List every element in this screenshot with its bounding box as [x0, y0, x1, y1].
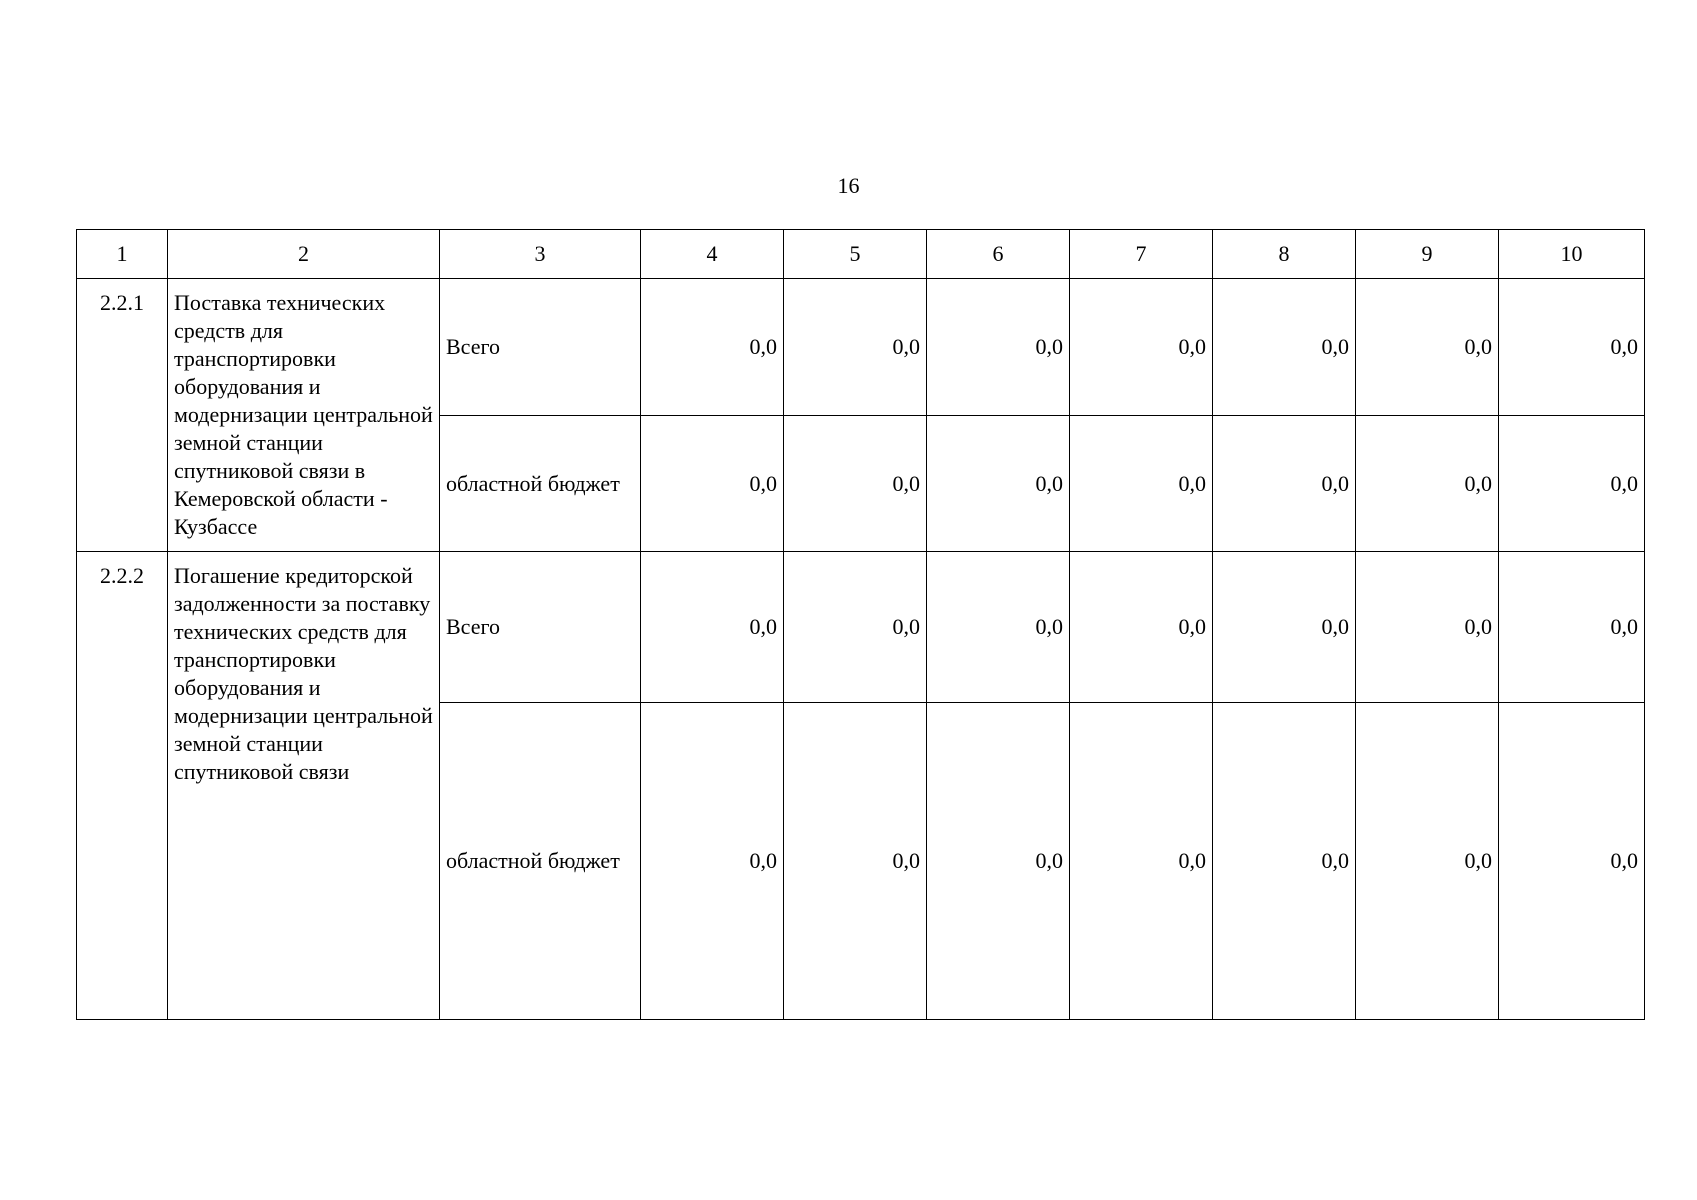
value-cell: 0,0: [927, 703, 1070, 1020]
value-cell: 0,0: [641, 552, 784, 703]
funding-source: областной бюджет: [440, 416, 641, 552]
value-cell: 0,0: [641, 416, 784, 552]
funding-source: Всего: [440, 279, 641, 416]
table-header-row: [77, 230, 1645, 279]
value-cell: 0,0: [1213, 703, 1356, 1020]
column-header: 9: [1356, 230, 1499, 279]
column-header: 3: [440, 230, 641, 279]
value-cell: 0,0: [1499, 416, 1645, 552]
column-header: 8: [1213, 230, 1356, 279]
value-cell: 0,0: [1499, 703, 1645, 1020]
value-cell: 0,0: [1070, 703, 1213, 1020]
item-name: Погашение кредиторской задолженности за поставку технических средств для транспортировки оборудования и модернизации центральной земной станции спутниковой связи: [168, 552, 440, 1020]
value-cell: 0,0: [1070, 552, 1213, 703]
value-cell: 0,0: [1356, 416, 1499, 552]
column-header: 5: [784, 230, 927, 279]
value-cell: 0,0: [1356, 703, 1499, 1020]
budget-table: [76, 229, 1645, 1020]
table-row: [77, 279, 1645, 416]
value-cell: 0,0: [927, 552, 1070, 703]
value-cell: 0,0: [1213, 279, 1356, 416]
value-cell: 0,0: [784, 703, 927, 1020]
column-header: 2: [168, 230, 440, 279]
column-header: 4: [641, 230, 784, 279]
column-header: 1: [77, 230, 168, 279]
value-cell: 0,0: [641, 703, 784, 1020]
funding-source: Всего: [440, 552, 641, 703]
table-row: [77, 552, 1645, 703]
value-cell: 0,0: [1070, 416, 1213, 552]
page-number: 16: [837, 173, 860, 198]
value-cell: 0,0: [1356, 552, 1499, 703]
value-cell: 0,0: [784, 552, 927, 703]
value-cell: 0,0: [1356, 279, 1499, 416]
value-cell: 0,0: [927, 416, 1070, 552]
column-header: 6: [927, 230, 1070, 279]
value-cell: 0,0: [1213, 416, 1356, 552]
value-cell: 0,0: [1213, 552, 1356, 703]
value-cell: 0,0: [927, 279, 1070, 416]
value-cell: 0,0: [1070, 279, 1213, 416]
funding-source: областной бюджет: [440, 703, 641, 1020]
item-number: 2.2.2: [77, 552, 168, 1020]
value-cell: 0,0: [641, 279, 784, 416]
item-name: Поставка технических средств для транспортировки оборудования и модернизации центральной земной станции спутниковой связи в Кемеровской области - Кузбассе: [168, 279, 440, 552]
value-cell: 0,0: [1499, 552, 1645, 703]
value-cell: 0,0: [784, 416, 927, 552]
item-number: 2.2.1: [77, 279, 168, 552]
column-header: 7: [1070, 230, 1213, 279]
value-cell: 0,0: [784, 279, 927, 416]
value-cell: 0,0: [1499, 279, 1645, 416]
column-header: 10: [1499, 230, 1645, 279]
